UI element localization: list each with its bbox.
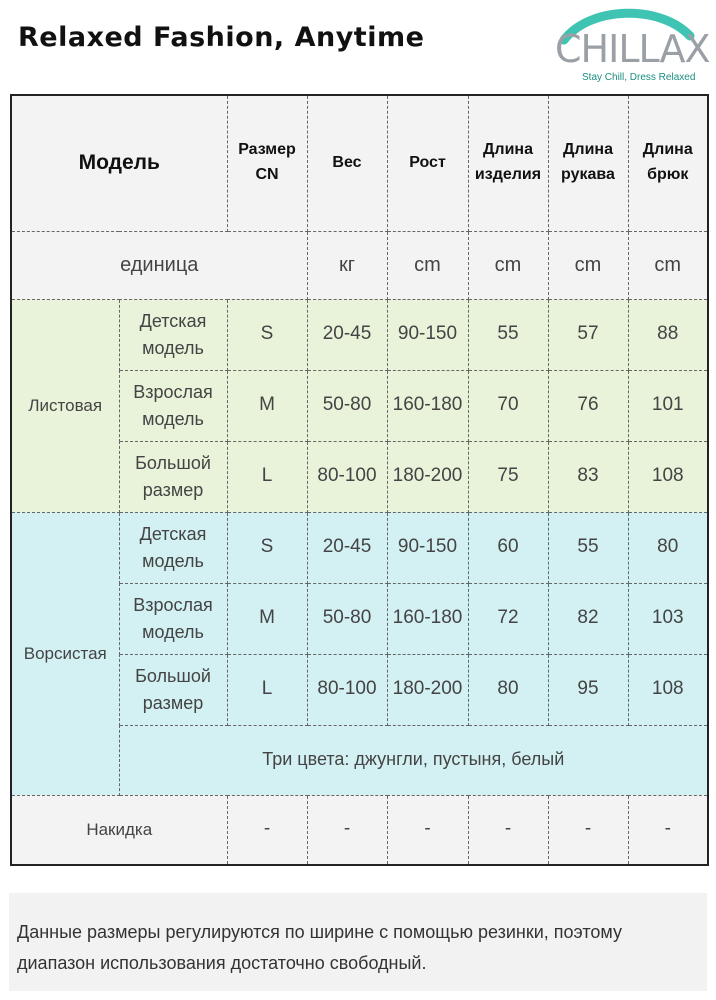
cell-garment-length: - — [468, 795, 548, 865]
unit-sleeve-length: cm — [548, 231, 628, 299]
row-subtype: Детская модель — [119, 512, 227, 583]
cell-trouser-length: - — [628, 795, 708, 865]
cell-weight: 20-45 — [307, 299, 387, 370]
cell-height: 180-200 — [387, 441, 468, 512]
cell-trouser-length: 108 — [628, 441, 708, 512]
cell-size: L — [227, 441, 307, 512]
cell-height: 180-200 — [387, 654, 468, 725]
cell-height: 90-150 — [387, 299, 468, 370]
group-label-pile: Ворсистая — [11, 512, 119, 795]
header-garment-length: Длина изделия — [468, 95, 548, 231]
unit-row — [11, 231, 708, 299]
cell-size: M — [227, 370, 307, 441]
color-note: Три цвета: джунгли, пустыня, белый — [119, 725, 708, 795]
cell-sleeve-length: - — [548, 795, 628, 865]
cell-garment-length: 70 — [468, 370, 548, 441]
cell-garment-length: 55 — [468, 299, 548, 370]
unit-height: cm — [387, 231, 468, 299]
logo-tagline: Stay Chill, Dress Relaxed — [582, 72, 696, 83]
cell-height: - — [387, 795, 468, 865]
brand-logo — [550, 6, 710, 86]
cell-height: 160-180 — [387, 370, 468, 441]
cell-sleeve-length: 57 — [548, 299, 628, 370]
cell-weight: 20-45 — [307, 512, 387, 583]
row-subtype: Детская модель — [119, 299, 227, 370]
size-chart-table — [10, 94, 709, 866]
logo-wordmark: CHILLAX — [555, 27, 710, 71]
cell-weight: 50-80 — [307, 370, 387, 441]
group-label-cape: Накидка — [11, 795, 227, 865]
unit-label: единица — [11, 231, 307, 299]
group-label-leaf: Листовая — [11, 299, 119, 512]
cell-trouser-length: 88 — [628, 299, 708, 370]
cell-sleeve-length: 76 — [548, 370, 628, 441]
header-model: Модель — [11, 95, 227, 231]
row-subtype: Взрослая модель — [119, 370, 227, 441]
row-subtype: Большой размер — [119, 654, 227, 725]
table-row — [11, 512, 708, 583]
cell-garment-length: 60 — [468, 512, 548, 583]
unit-garment-length: cm — [468, 231, 548, 299]
header-sleeve-length: Длина рукава — [548, 95, 628, 231]
cell-weight: 80-100 — [307, 654, 387, 725]
cell-trouser-length: 103 — [628, 583, 708, 654]
header-size-cn: Размер CN — [227, 95, 307, 231]
header-height: Рост — [387, 95, 468, 231]
cell-sleeve-length: 82 — [548, 583, 628, 654]
cell-size: S — [227, 512, 307, 583]
header-trouser-length: Длина брюк — [628, 95, 708, 231]
table-row — [11, 299, 708, 370]
footnote: Данные размеры регулируются по ширине с помощью резинки, поэтому диапазон использования достаточно свободный. — [9, 893, 707, 991]
cell-garment-length: 75 — [468, 441, 548, 512]
cell-weight: 50-80 — [307, 583, 387, 654]
table-row — [11, 795, 708, 865]
cell-garment-length: 80 — [468, 654, 548, 725]
cell-weight: - — [307, 795, 387, 865]
row-subtype: Большой размер — [119, 441, 227, 512]
unit-trouser-length: cm — [628, 231, 708, 299]
header-weight: Вес — [307, 95, 387, 231]
row-subtype: Взрослая модель — [119, 583, 227, 654]
cell-size: L — [227, 654, 307, 725]
cell-sleeve-length: 83 — [548, 441, 628, 512]
cell-trouser-length: 108 — [628, 654, 708, 725]
cell-size: M — [227, 583, 307, 654]
page-title: Relaxed Fashion, Anytime — [18, 22, 425, 53]
cell-weight: 80-100 — [307, 441, 387, 512]
cell-height: 160-180 — [387, 583, 468, 654]
cell-size: - — [227, 795, 307, 865]
cell-height: 90-150 — [387, 512, 468, 583]
cell-garment-length: 72 — [468, 583, 548, 654]
cell-trouser-length: 80 — [628, 512, 708, 583]
cell-sleeve-length: 95 — [548, 654, 628, 725]
header-row — [11, 95, 708, 231]
cell-sleeve-length: 55 — [548, 512, 628, 583]
cell-trouser-length: 101 — [628, 370, 708, 441]
unit-weight: кг — [307, 231, 387, 299]
cell-size: S — [227, 299, 307, 370]
